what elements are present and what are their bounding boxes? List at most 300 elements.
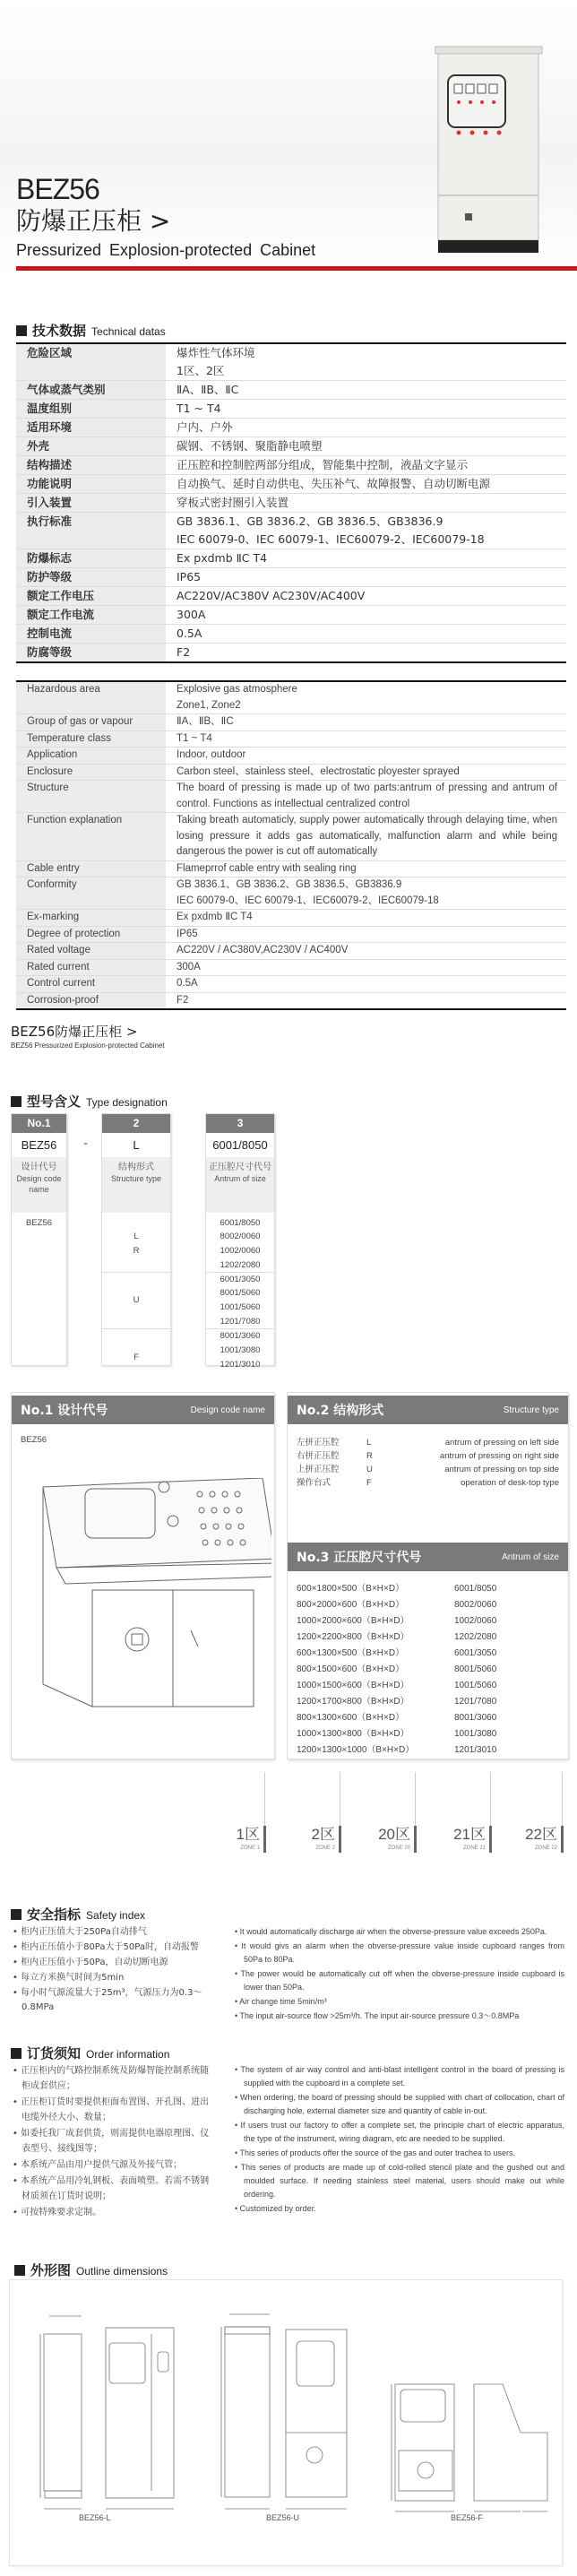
box-label [102, 1157, 170, 1213]
option-item: 8001/3060 [220, 1331, 261, 1342]
table-row [16, 765, 566, 782]
hero-model: BEZ56 [16, 173, 99, 205]
box-options [102, 1213, 170, 1386]
table-row [16, 861, 566, 878]
table-row [16, 419, 566, 437]
table-row [16, 993, 566, 1009]
table-row [16, 644, 566, 661]
row-value [166, 714, 566, 730]
row-value [166, 625, 566, 643]
structure-code: L [366, 1438, 372, 1448]
table-row [16, 910, 566, 927]
zone-marker [482, 1772, 563, 1854]
option-item: 1001/3080 [220, 1345, 261, 1356]
table-row [16, 927, 566, 944]
outline-drawing-svg [10, 2280, 564, 2567]
size-code: 1201/3010 [454, 1745, 497, 1755]
structure-cn: 左拼正压腔 [297, 1438, 340, 1448]
designation-box-3 [205, 1113, 275, 1370]
product-subtitle: BEZ56防爆正压柜 > [11, 1024, 138, 1040]
row-label: 额定工作电压 [16, 587, 166, 605]
outline-heading-en: Outline dimensions [76, 2265, 168, 2278]
row-label: Hazardous area [16, 682, 166, 713]
value-line: Zone1, Zone2 [177, 699, 241, 711]
square-bullet-icon [16, 325, 27, 336]
value-line: Carbon steel、stainless steel、electrostatic ployester sprayed [177, 765, 460, 777]
value-line: 穿板式密封圈引入装置 [177, 496, 289, 509]
structure-row [297, 1436, 559, 1449]
value-line: ⅡA、ⅡB、ⅡC [177, 716, 234, 727]
hero-title-en: Pressurized Explosion-protected Cabinet [16, 241, 316, 259]
product-subtitle-en: BEZ56 Pressurized Explosion-protected Cabinet [11, 1042, 165, 1050]
size-code: 6001/8050 [454, 1584, 497, 1594]
order-heading-cn: 订货须知 [27, 2045, 82, 2062]
row-value [166, 587, 566, 605]
value-line: 0.5A [177, 627, 202, 640]
cabinet-photo [435, 38, 547, 262]
panel-title-en: Antrum of size [502, 1552, 559, 1562]
row-label: Function explanation [16, 813, 166, 860]
panel-header [288, 1396, 568, 1424]
row-value [166, 419, 566, 437]
row-value [166, 682, 566, 713]
row-label: Application [16, 748, 166, 764]
row-label: Conformity [16, 877, 166, 909]
size-row [297, 1710, 559, 1726]
size-dims: 1200×1300×1000（B×H×D） [297, 1745, 415, 1755]
option-item: U [133, 1295, 140, 1306]
row-label: 温度组别 [16, 400, 166, 418]
table-row [16, 400, 566, 419]
size-row [297, 1742, 559, 1759]
panel-header [288, 1543, 568, 1571]
row-label: Corrosion-proof [16, 993, 166, 1009]
row-label: Cable entry [16, 861, 166, 877]
box-value: BEZ56 [21, 1138, 57, 1152]
list-item: • It would automatically discharge air when the obverse-pressure value exceeds 250Pa. [235, 1927, 547, 1936]
row-value [166, 861, 566, 877]
table-row [16, 714, 566, 731]
list-item: • Air change time 5min/m³ [235, 1997, 327, 2006]
value-line: GB 3836.1、GB 3836.2、GB 3836.5、GB3836.9 [177, 514, 444, 528]
square-bullet-icon [14, 2265, 25, 2276]
row-value [166, 437, 566, 455]
value-line: 300A [177, 961, 201, 972]
structure-code: U [366, 1465, 373, 1474]
list-item: • This series of products are made up of cold-rolled stencil plate and the gushed out and moulded surface. If needing stainless steel material, users should make out while ordering. [235, 2163, 564, 2199]
table-row [16, 731, 566, 748]
hero-title-cn: 防爆正压柜 > [16, 206, 171, 236]
designation-box-1 [11, 1113, 67, 1366]
box-options [206, 1213, 274, 1372]
label-en: Design code name [16, 1174, 62, 1194]
desk-cabinet-drawing [39, 1478, 271, 1720]
panel-title: No.1 设计代号 [21, 1404, 108, 1418]
zone-bar [561, 1826, 564, 1853]
structure-en: operation of desk-top type [461, 1478, 559, 1488]
panel-design-code [11, 1392, 275, 1759]
size-dims: 800×2000×600（B×H×D） [297, 1600, 405, 1610]
structure-cn: 操作台式 [297, 1478, 332, 1488]
row-value [166, 400, 566, 418]
panel-title-en: Design code name [190, 1405, 265, 1415]
row-label: 防护等级 [16, 568, 166, 586]
safety-heading-en: Safety index [86, 1909, 146, 1922]
order-heading-en: Order information [86, 2048, 170, 2061]
zone-label-en: ZONE 22 [534, 1846, 557, 1851]
tech-table-cn [16, 342, 566, 663]
tech-table-en [16, 680, 566, 1010]
value-line: Ex pxdmb ⅡC T4 [177, 912, 253, 922]
designation-heading-en: Type designation [86, 1096, 168, 1109]
zone-label-en: ZONE 2 [315, 1846, 335, 1851]
option-item: 1002/0060 [220, 1246, 261, 1256]
structure-row [297, 1463, 559, 1476]
value-line: IP65 [177, 928, 198, 939]
list-item: • 本系统产品由用户提供气源及外接气管； [13, 2160, 183, 2170]
zone-marker [260, 1772, 340, 1854]
value-line: IEC 60079-0、IEC 60079-1、IEC60079-2、IEC60079-18 [177, 895, 439, 906]
value-line: T1 ~ T4 [177, 732, 212, 744]
value-line: 1区、2区 [177, 364, 225, 377]
structure-en: antrum of pressing on left side [444, 1438, 559, 1448]
table-row [16, 976, 566, 993]
size-code: 1202/2080 [454, 1632, 497, 1642]
outline-drawings [9, 2279, 563, 2566]
order-list-en [235, 2063, 564, 2217]
safety-heading-cn: 安全指标 [27, 1906, 82, 1923]
option-item: BEZ56 [25, 1218, 53, 1228]
row-label: 执行标准 [16, 513, 166, 549]
option-item: 1201/7080 [220, 1316, 261, 1327]
designation-box-2 [101, 1113, 171, 1366]
zone-label: 1区 [236, 1826, 260, 1843]
panel-structure-type [287, 1392, 569, 1759]
label-en: Structure type [110, 1174, 162, 1183]
row-label: Enclosure [16, 765, 166, 781]
row-value [166, 877, 566, 909]
panel-title: No.3 正压腔尺寸代号 [297, 1551, 422, 1565]
outline-heading [14, 2260, 168, 2279]
table-row [16, 344, 566, 381]
table-row [16, 781, 566, 813]
table-row [16, 475, 566, 494]
table-row [16, 568, 566, 587]
size-row [297, 1726, 559, 1742]
table-row [16, 494, 566, 513]
row-value [166, 976, 566, 992]
option-item: 6001/3050 [220, 1274, 261, 1284]
option-item: 1202/2080 [220, 1259, 261, 1270]
row-value [166, 568, 566, 586]
row-label: 引入装置 [16, 494, 166, 512]
safety-heading [11, 1905, 145, 1923]
row-value [166, 748, 566, 764]
structure-en: antrum of pressing on top side [444, 1465, 559, 1474]
row-label: 气体或蒸气类别 [16, 381, 166, 399]
design-code-value: BEZ56 [21, 1435, 47, 1445]
structure-code: R [366, 1451, 373, 1461]
size-dims: 1200×2200×800（B×H×D） [297, 1632, 409, 1642]
label-en: Antrum of size [214, 1174, 266, 1183]
label-cn: 结构形式 [118, 1163, 154, 1172]
list-item: • 柜内正压值大于250Pa自动排气 [13, 1927, 147, 1937]
table-row [16, 748, 566, 765]
list-item: • The power would be automatically cut off when the obverse-pressure inside cupboard is lower than 50Pa. [235, 1969, 564, 1992]
designation-dash: - [83, 1137, 89, 1151]
size-code: 1001/5060 [454, 1681, 497, 1690]
list-item: • Customized by order. [235, 2204, 316, 2213]
row-label: 额定工作电流 [16, 606, 166, 624]
value-line: 碳钢、不锈钢、聚脂静电喷塑 [177, 439, 323, 453]
row-value [166, 344, 566, 380]
row-value [166, 644, 566, 661]
size-dims: 1000×2000×600（B×H×D） [297, 1616, 409, 1626]
option-group [102, 1273, 170, 1329]
size-code: 1201/7080 [454, 1697, 497, 1707]
value-line: AC220V / AC380V,AC230V / AC400V [177, 945, 349, 955]
value-line: 正压腔和控制腔两部分组成，智能集中控制，液晶文字显示 [177, 458, 469, 471]
zone-label: 22区 [525, 1826, 557, 1843]
value-line: F2 [177, 645, 191, 659]
option-group [102, 1216, 170, 1273]
structure-type-list [288, 1424, 568, 1490]
row-value [166, 494, 566, 512]
box-number: No.1 [12, 1114, 66, 1133]
row-label: Temperature class [16, 731, 166, 748]
value-line: AC220V/AC380V AC230V/AC400V [177, 589, 366, 602]
row-value [166, 960, 566, 976]
zone-label: 2区 [311, 1826, 335, 1843]
option-item: 1201/3010 [220, 1359, 261, 1370]
list-item: • It would givs an alarm when the obverse-pressure value inside cupboard ranges from 50Pa to 80Pa. [235, 1941, 564, 1964]
row-value [166, 765, 566, 781]
row-value [166, 813, 566, 860]
size-code: 8001/5060 [454, 1664, 497, 1674]
row-value [166, 549, 566, 567]
option-item: R [133, 1246, 140, 1256]
value-line: 0.5A [177, 978, 198, 989]
option-item: 8002/0060 [220, 1232, 261, 1242]
table-row [16, 437, 566, 456]
box-number: 3 [206, 1114, 274, 1133]
zone-label-en: ZONE 20 [387, 1846, 410, 1851]
value-line: IEC 60079-0、IEC 60079-1、IEC60079-2、IEC60079-18 [177, 532, 485, 546]
size-code: 1001/3080 [454, 1729, 497, 1739]
list-item: • The system of air way control and anti-blast intelligent control in the board of pressing is supplied with the cupboard in a complete set. [235, 2065, 564, 2088]
designation-heading-cn: 型号含义 [27, 1094, 82, 1110]
zone-marker [410, 1772, 491, 1854]
value-line: F2 [177, 994, 189, 1006]
value-line: Indoor, outdoor [177, 749, 246, 760]
size-code: 8002/0060 [454, 1600, 497, 1610]
table-row [16, 625, 566, 644]
table-row [16, 549, 566, 568]
row-value [166, 927, 566, 943]
row-label: Rated current [16, 960, 166, 976]
value-line: T1 ~ T4 [177, 402, 221, 415]
row-label: Ex-marking [16, 910, 166, 926]
row-label: Group of gas or vapour [16, 714, 166, 730]
accent-divider [16, 266, 577, 271]
square-bullet-icon [11, 1909, 22, 1920]
size-row [297, 1597, 559, 1613]
row-label: 外壳 [16, 437, 166, 455]
outline-label-l: BEZ56-L [79, 2513, 111, 2522]
zone-label-en: ZONE 21 [462, 1846, 486, 1851]
size-dims: 1000×1300×800（B×H×D） [297, 1729, 409, 1739]
size-dims: 1200×1700×800（B×H×D） [297, 1697, 409, 1707]
structure-cn: 上拼正压腔 [297, 1465, 340, 1474]
row-value [166, 993, 566, 1009]
row-value [166, 475, 566, 493]
option-item: 8001/5060 [220, 1288, 261, 1299]
outline-label-u: BEZ56-U [266, 2513, 300, 2522]
value-line: Explosive gas atmosphere [177, 684, 297, 695]
structure-code: F [366, 1478, 372, 1488]
size-dims: 800×1500×600（B×H×D） [297, 1664, 405, 1674]
size-row [297, 1662, 559, 1678]
table-row [16, 456, 566, 475]
panel-header [12, 1396, 274, 1424]
option-group [102, 1329, 170, 1386]
list-item: • 本系统产品用冷轧钢板、表面喷塑。若需不锈钢材质须在订货时说明； [13, 2176, 210, 2201]
outline-heading-cn: 外形图 [30, 2262, 72, 2278]
square-bullet-icon [11, 2048, 22, 2059]
panel-title: No.2 结构形式 [297, 1404, 384, 1418]
row-label: 防腐等级 [16, 644, 166, 661]
table-row [16, 606, 566, 625]
list-item: • 可按特殊要求定制。 [13, 2208, 102, 2217]
size-row [297, 1581, 559, 1597]
row-label: Control current [16, 976, 166, 992]
row-label: Structure [16, 781, 166, 812]
label-cn: 正压腔尺寸代号 [209, 1163, 271, 1172]
table-row [16, 587, 566, 606]
value-line: GB 3836.1、GB 3836.2、GB 3836.5、GB3836.9 [177, 879, 402, 890]
zone-label: 21区 [453, 1826, 486, 1843]
structure-row [297, 1476, 559, 1490]
list-item: • 正压柜订货时要提供柜面布置图、开孔图、进出电缆外径大小、数量； [13, 2097, 210, 2122]
panel-title-en: Structure type [503, 1405, 559, 1415]
zone-label: 20区 [378, 1826, 410, 1843]
list-item: • 柜内正压值小于50Pa，自动切断电源 [13, 1958, 168, 1967]
size-code: 8001/3060 [454, 1713, 497, 1723]
tech-heading-en: Technical datas [91, 325, 166, 338]
size-row [297, 1646, 559, 1662]
row-label: 功能说明 [16, 475, 166, 493]
row-label: 危险区域 [16, 344, 166, 380]
list-item: • The input air-source flow >25m³/h. The input air-source pressure 0.3～0.8MPa [235, 2011, 520, 2020]
value-line: IP65 [177, 570, 202, 583]
order-heading [11, 2044, 169, 2062]
box-value: 6001/8050 [212, 1138, 268, 1152]
box-label [12, 1157, 66, 1213]
option-group [206, 1329, 274, 1372]
row-value [166, 910, 566, 926]
row-value [166, 513, 566, 549]
size-row [297, 1613, 559, 1629]
row-label: 防爆标志 [16, 549, 166, 567]
size-dims: 1000×1500×600（B×H×D） [297, 1681, 409, 1690]
size-dims: 600×1300×500（B×H×D） [297, 1648, 405, 1658]
value-line: Ex pxdmb ⅡC T4 [177, 551, 268, 565]
value-line: 户内、户外 [177, 420, 233, 434]
structure-en: antrum of pressing on right side [439, 1451, 559, 1461]
value-line: ⅡA、ⅡB、ⅡC [177, 383, 239, 396]
outline-label-f: BEZ56-F [451, 2513, 484, 2522]
row-value [166, 606, 566, 624]
square-bullet-icon [11, 1096, 22, 1107]
row-label: Rated voltage [16, 943, 166, 959]
order-list-cn [13, 2063, 215, 2221]
option-item: F [133, 1352, 139, 1362]
value-line: The board of pressing is made up of two parts:antrum of pressing and antrum of control. Functions as intellectual centralized control [177, 782, 557, 809]
option-item: 6001/8050 [220, 1217, 261, 1228]
row-value [166, 731, 566, 748]
option-group [206, 1216, 274, 1273]
size-row [297, 1694, 559, 1710]
row-value [166, 381, 566, 399]
box-label [206, 1157, 274, 1213]
list-item: • 柜内正压值小于80Pa大于50Pa时，自动报警 [13, 1942, 199, 1952]
list-item: • This series of products offer the source of the gas and outer trachea to users. [235, 2148, 515, 2157]
zone-label-en: ZONE 1 [240, 1846, 260, 1851]
box-number: 2 [102, 1114, 170, 1133]
tech-heading-cn: 技术数据 [32, 323, 87, 339]
row-value [166, 456, 566, 474]
value-line: 300A [177, 608, 206, 621]
structure-cn: 右拼正压腔 [297, 1451, 340, 1461]
structure-row [297, 1449, 559, 1463]
value-line: Flameprrof cable entry with sealing ring [177, 862, 357, 874]
option-item: 1001/5060 [220, 1302, 261, 1312]
table-row [16, 682, 566, 714]
table-row [16, 943, 566, 960]
table-row [16, 381, 566, 400]
row-label: 适用环境 [16, 419, 166, 437]
table-row [16, 877, 566, 910]
size-code: 1002/0060 [454, 1616, 497, 1626]
row-label: 结构描述 [16, 456, 166, 474]
zone-marker [185, 1772, 265, 1854]
box-options [12, 1213, 66, 1231]
list-item: • 如委托我厂成套供货，则需提供电器原理图、仪表型号、接线图等； [13, 2129, 210, 2154]
value-line: 自动换气、延时自动供电、失压补气、故障报警、自动切断电源 [177, 477, 491, 490]
tech-heading [16, 321, 166, 340]
size-code: 6001/3050 [454, 1648, 497, 1658]
value-line: 爆炸性气体环境 [177, 346, 255, 359]
table-row [16, 813, 566, 861]
list-item: • If users trust our factory to offer a complete set, the principle chart of electric apparatus, the type of the instrument, wiring diagram, etc are needed to be supplied. [235, 2121, 564, 2143]
list-item: • 正压柜内的气路控制系统及防爆智能控制系统随柜成套供应； [13, 2066, 210, 2091]
value-line: Taking breath automaticly, supply power automatically through delaying time, when losing pressure it adds gas automatically, malfunction alarm and while being dangerous the power is cut off automatically [177, 815, 557, 857]
list-item: • 每立方米换气时间为5min [13, 1973, 125, 1983]
zone-marker [335, 1772, 416, 1854]
size-dims: 800×1300×600（B×H×D） [297, 1713, 405, 1723]
table-row [16, 960, 566, 977]
row-label: 控制电流 [16, 625, 166, 643]
list-item: • When ordering, the board of pressing should be supplied with chart of collocation, chart of discharging hole, external diameter size and quantity of cable in-out. [235, 2093, 564, 2115]
table-row [16, 513, 566, 549]
option-group [12, 1216, 66, 1231]
safety-list-en [235, 1925, 564, 2024]
row-label: Degree of protection [16, 927, 166, 943]
row-value [166, 781, 566, 812]
safety-list-cn [13, 1925, 215, 2016]
size-row [297, 1678, 559, 1694]
size-row [297, 1629, 559, 1646]
